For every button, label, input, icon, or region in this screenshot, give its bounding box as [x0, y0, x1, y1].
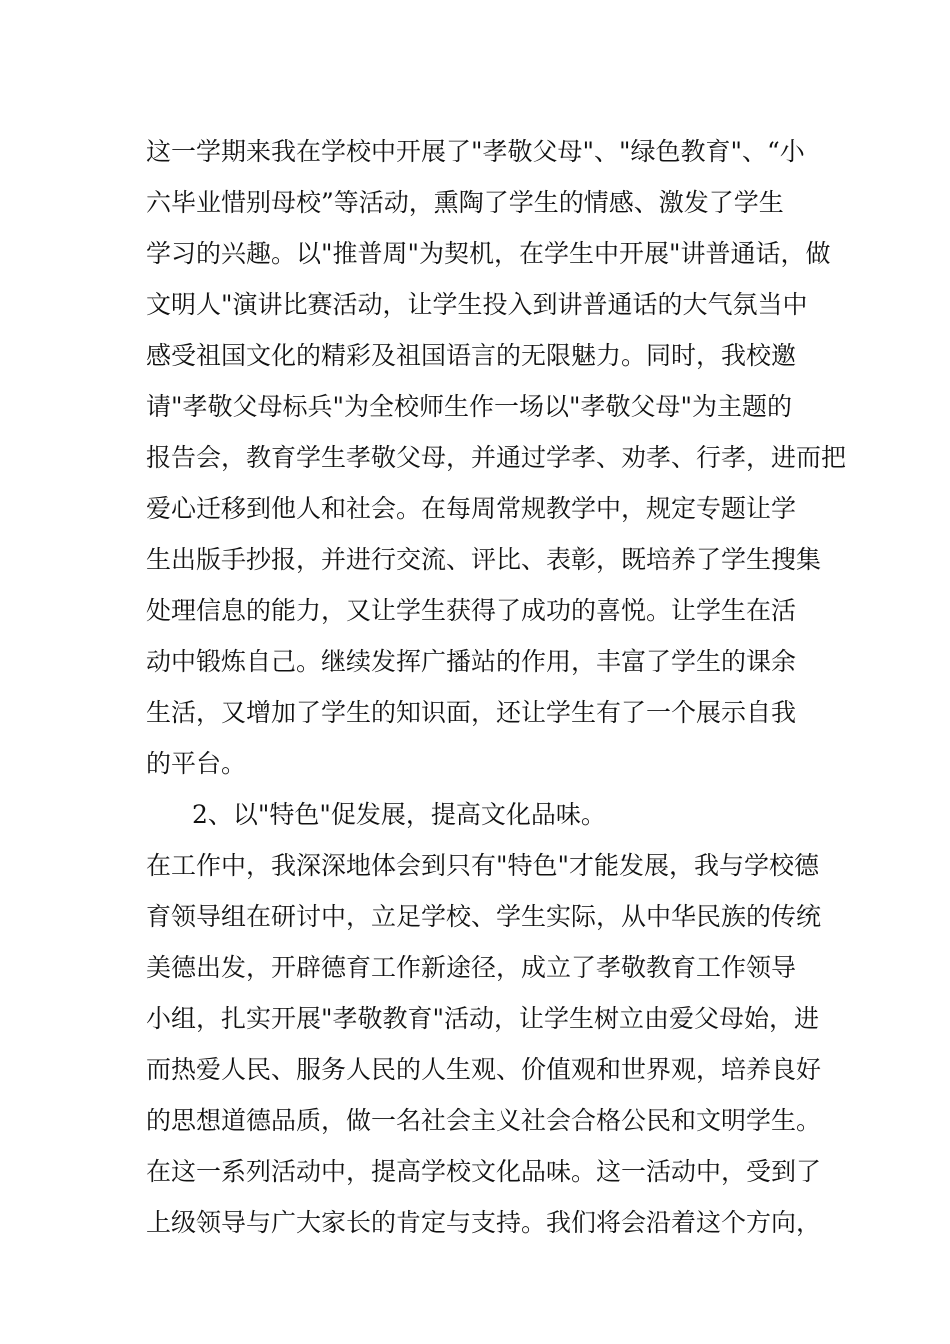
text-line: 育领导组在研讨中，立足学校、学生实际，从中华民族的传统 [146, 902, 822, 931]
text-line: 生出版手抄报，并进行交流、评比、表彰，既培养了学生搜集 [146, 545, 822, 574]
text-line: 文明人"演讲比赛活动，让学生投入到讲普通话的大气氛当中 [146, 290, 808, 319]
text-line: 美德出发，开辟德育工作新途径，成立了孝敬教育工作领导 [146, 953, 797, 982]
text-line: 在这一系列活动中，提高学校文化品味。这一活动中，受到了 [146, 1157, 822, 1186]
text-line: 动中锻炼自己。继续发挥广播站的作用，丰富了学生的课余 [146, 647, 797, 676]
text-line: 报告会，教育学生孝敬父母，并通过学孝、劝孝、行孝，进而把 [146, 443, 847, 472]
text-line: 请"孝敬父母标兵"为全校师生作一场以"孝敬父母"为主题的 [146, 392, 792, 421]
text-line: 六毕业惜别母校”等活动，熏陶了学生的情感、激发了学生 [146, 188, 784, 217]
text-line: 的平台。 [146, 749, 247, 778]
text-line: 小组，扎实开展"孝敬教育"活动，让学生树立由爱父母始，进 [146, 1004, 820, 1033]
text-line: 学习的兴趣。以"推普周"为契机，在学生中开展"讲普通话，做 [146, 239, 831, 268]
text-line: 而热爱人民、服务人民的人生观、价值观和世界观，培养良好 [146, 1055, 822, 1084]
text-line: 上级领导与广大家长的肯定与支持。我们将会沿着这个方向， [146, 1208, 822, 1237]
text-line: 爱心迁移到他人和社会。在每周常规教学中，规定专题让学 [146, 494, 797, 523]
text-line: 感受祖国文化的精彩及祖国语言的无限魅力。同时，我校邀 [146, 341, 797, 370]
section-heading: 2、以"特色"促发展，提高文化品味。 [192, 800, 606, 829]
text-line: 的思想道德品质，做一名社会主义社会合格公民和文明学生。 [146, 1106, 822, 1135]
text-line: 在工作中，我深深地体会到只有"特色"才能发展，我与学校德 [146, 851, 820, 880]
text-line: 处理信息的能力，又让学生获得了成功的喜悦。让学生在活 [146, 596, 797, 625]
document-body [146, 126, 847, 1248]
text-line: 这一学期来我在学校中开展了"孝敬父母"、"绿色教育"、“小 [146, 137, 805, 166]
text-line: 生活，又增加了学生的知识面，还让学生有了一个展示自我 [146, 698, 797, 727]
